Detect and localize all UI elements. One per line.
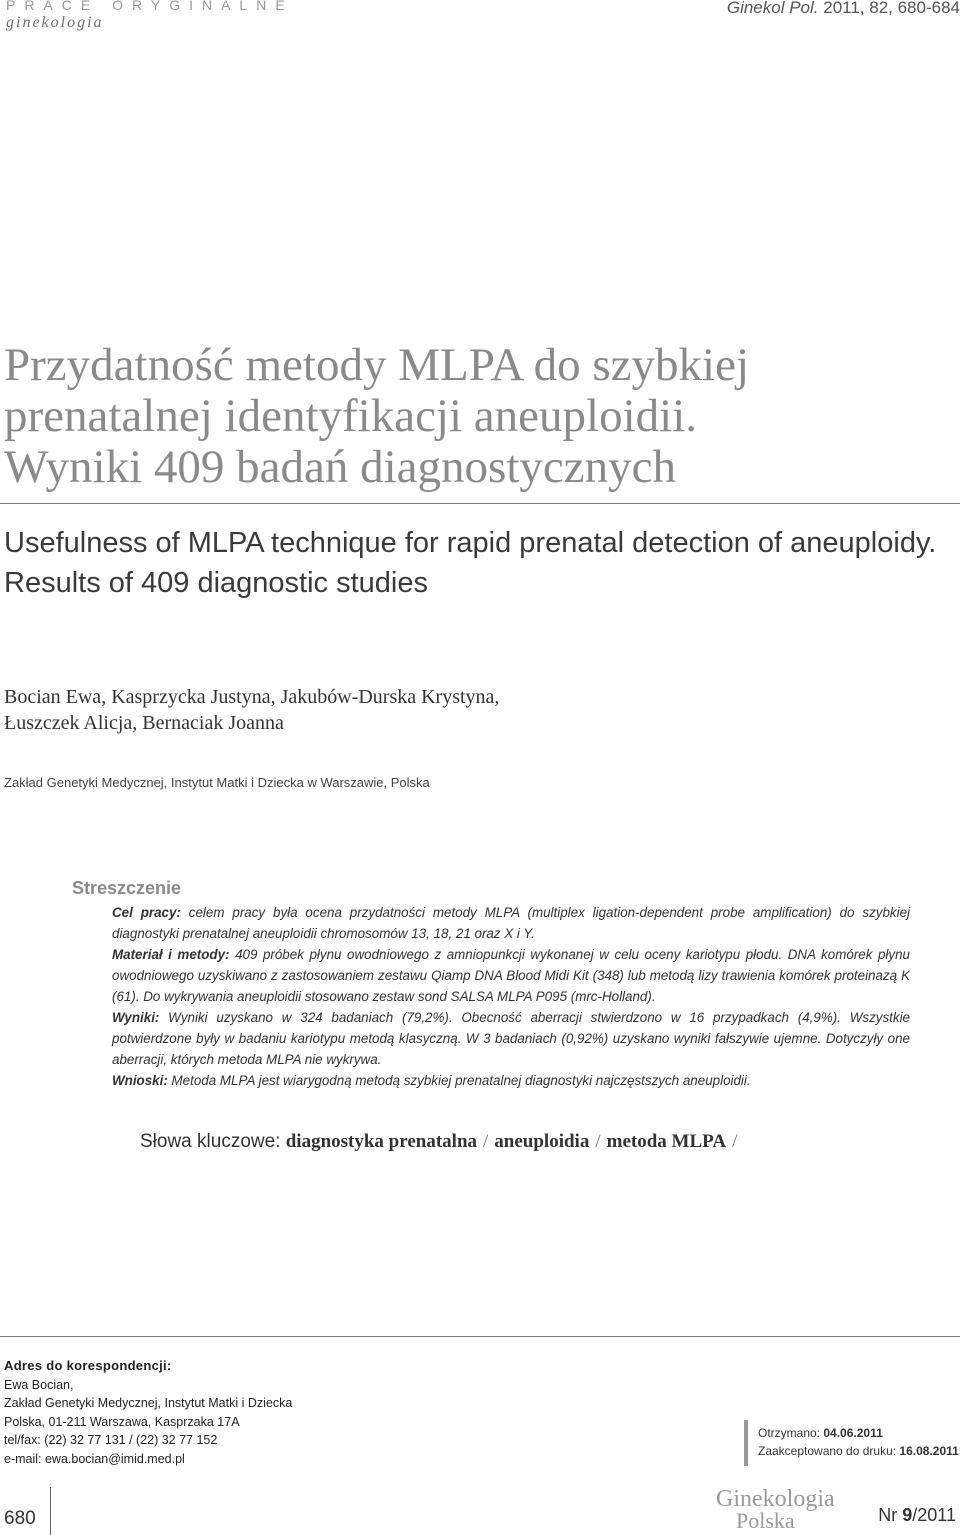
logo-line-2: Polska (736, 1508, 795, 1533)
title-en-line-1: Usefulness of MLPA technique for rapid prenatal detection of aneuploidy. (4, 527, 937, 559)
abstract-methods (112, 944, 910, 1007)
journal-volume-pages: 2011, 82, 680-684 (818, 0, 960, 17)
journal-reference (727, 0, 960, 18)
correspondence-heading: Adres do korespondencji: (4, 1358, 172, 1373)
title-en-line-2: Results of 409 diagnostic studies (4, 567, 428, 599)
results-label: Wyniki: (112, 1010, 160, 1025)
correspondence-line: Ewa Bocian, (4, 1377, 74, 1392)
aim-text: celem pracy była ocena przydatności metody MLPA (multiplex ligation-dependent probe amplification) do szybkiej diagnostyki prenatalnej aneuploidii chromosomów 13, 18, 21 oraz X i Y. (112, 905, 910, 941)
aim-label: Cel pracy: (112, 905, 181, 920)
abstract-conclusions (112, 1070, 910, 1091)
keyword-separator: / (483, 1131, 489, 1152)
issue-year: /2011 (912, 1505, 956, 1525)
conclusions-label: Wnioski: (112, 1073, 168, 1088)
keyword-item: aneuploidia (494, 1131, 590, 1152)
title-divider (0, 503, 960, 504)
keyword-item: diagnostyka prenatalna (285, 1131, 478, 1152)
journal-abbrev: Ginekol Pol. (726, 0, 819, 17)
conclusions-text: Metoda MLPA jest wiarygodną metodą szybkiej prenatalnej diagnostyki najczęstszych aneuploidii. (167, 1073, 751, 1088)
authors-line-1: Bocian Ewa, Kasprzycka Justyna, Jakubów-Durska Krystyna, (4, 686, 500, 708)
authors (4, 684, 499, 736)
correspondence-line: Zakład Genetyki Medycznej, Instytut Matki i Dziecka (4, 1396, 293, 1410)
submission-dates (758, 1424, 959, 1460)
affiliation: Zakład Genetyki Medycznej, Instytut Matki i Dziecka w Warszawie, Polska (4, 775, 430, 790)
authors-line-2: Łuszczek Alicja, Bernaciak Joanna (4, 712, 284, 734)
article-title-en (4, 523, 960, 603)
keyword-item: metoda MLPA (606, 1131, 727, 1152)
received-value: 04.06.2011 (823, 1426, 883, 1440)
correspondence-line: tel/fax: (22) 32 77 131 / (22) 32 77 152 (4, 1433, 218, 1447)
correspondence-line: Polska, 01-211 Warszawa, Kasprzaka 17A (4, 1414, 240, 1429)
section-subtitle: ginekologia (6, 14, 104, 31)
section-label: PRACE ORYGINALNE (6, 0, 294, 13)
journal-logo (716, 1464, 846, 1534)
title-pl-line-2: prenatalnej identyfikacji aneuploidii. (4, 390, 697, 442)
correspondence-address (4, 1357, 292, 1468)
methods-label: Materiał i metody: (112, 947, 230, 962)
keywords (140, 1131, 743, 1153)
abstract-heading: Streszczenie (72, 878, 182, 898)
issue-value: 9 (902, 1505, 913, 1525)
footer-divider (0, 1336, 960, 1337)
logo-line-1: Ginekologia (716, 1486, 835, 1512)
article-title-pl (4, 340, 944, 493)
issue-label: Nr (878, 1505, 903, 1525)
correspondence-email[interactable]: e-mail: ewa.bocian@imid.med.pl (4, 1451, 185, 1466)
keywords-label: Słowa kluczowe: (140, 1131, 286, 1152)
page-number: 680 (4, 1508, 36, 1529)
received-label: Otrzymano: (758, 1426, 824, 1440)
dates-accent-bar (744, 1420, 748, 1466)
title-pl-line-1: Przydatność metody MLPA do szybkiej (4, 339, 750, 391)
keyword-separator: / (595, 1131, 601, 1152)
received-date (758, 1424, 959, 1442)
abstract-body (112, 902, 910, 1091)
abstract-aim (112, 902, 910, 944)
accepted-date (758, 1442, 959, 1460)
keyword-separator: / (732, 1131, 738, 1152)
accepted-value: 16.08.2011 (899, 1444, 959, 1458)
page-number-divider (50, 1487, 51, 1535)
methods-text: 409 próbek płynu owodniowego z amniopunkcji wykonanej w celu oceny kariotypu płodu. DNA komórek płynu owodniowego uzyskiwano z zastosowaniem zestawu Qiamp DNA Blood Midi Kit (348) lub metodą lizy trawienia komórek proteinazą K (61). Do wykrywania aneuploidii stosowano zestaw sond SALSA MLPA P095 (mrc-Holland). (112, 947, 910, 1004)
results-text: Wyniki uzyskano w 324 badaniach (79,2%). Obecność aberracji stwierdzono w 16 przypadkach (4,9%). Wszystkie potwierdzone były w badaniu kariotypu metodą klasyczną. W 3 badaniach (0,92%) uzyskano wyniki fałszywie ujemne. Dotyczyły one aberracji, których metoda MLPA nie wykrywa. (112, 1010, 910, 1067)
abstract-results (112, 1007, 910, 1070)
issue-number (878, 1505, 956, 1526)
accepted-label: Zaakceptowano do druku: (758, 1444, 900, 1458)
title-pl-line-3: Wyniki 409 badań diagnostycznych (4, 441, 676, 493)
